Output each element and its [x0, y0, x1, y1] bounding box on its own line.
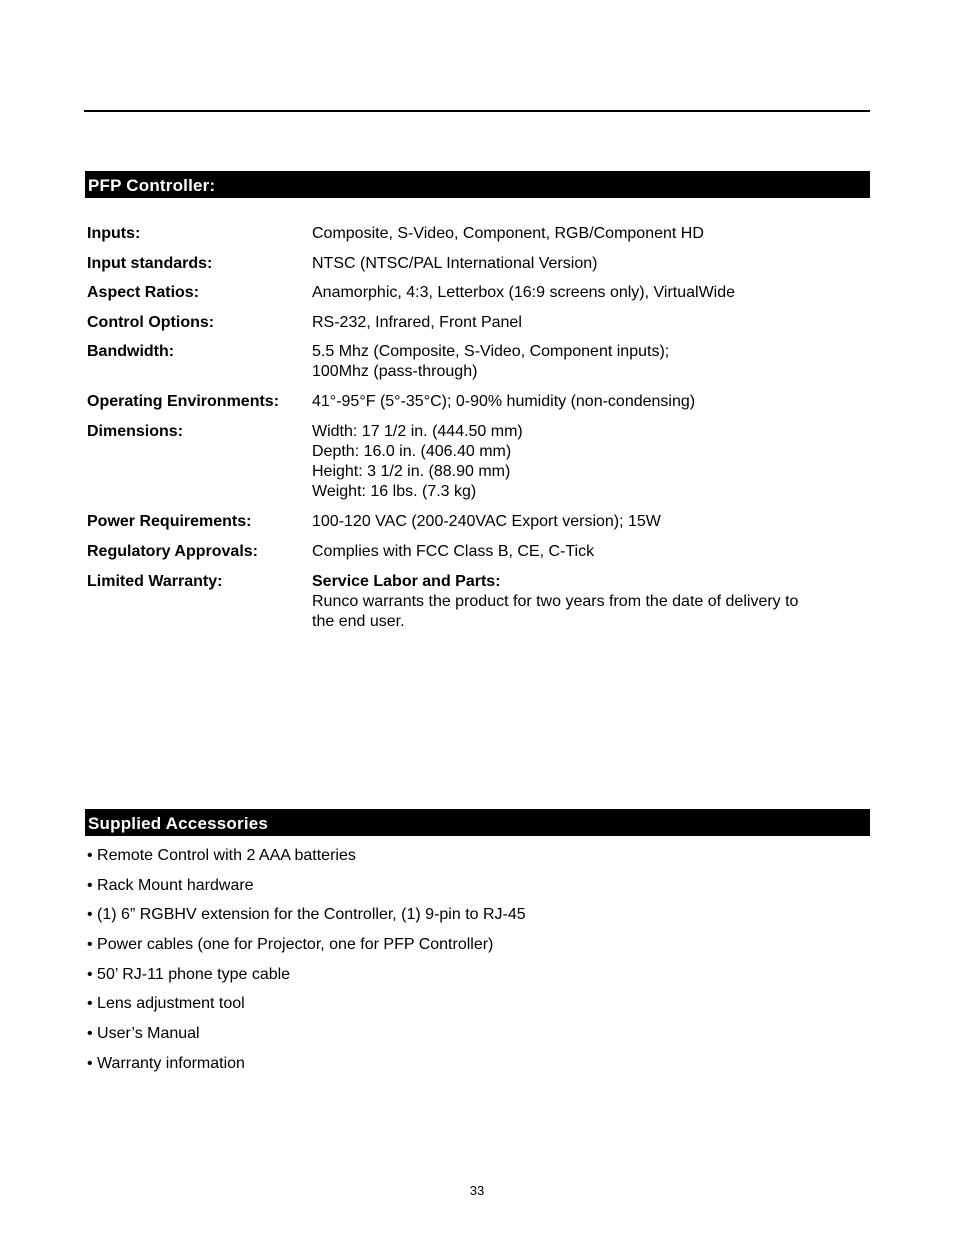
spec-value-line: Depth: 16.0 in. (406.40 mm)	[312, 443, 512, 460]
spec-value	[312, 572, 867, 632]
spec-row-regulatory-approvals	[87, 542, 867, 562]
spec-value-line: Width: 17 1/2 in. (444.50 mm)	[312, 423, 523, 440]
spec-value-line: NTSC (NTSC/PAL International Version)	[312, 254, 598, 272]
spec-row-control-options	[87, 313, 867, 333]
spec-label: Regulatory Approvals:	[87, 543, 258, 560]
spec-label: Inputs:	[87, 225, 141, 242]
spec-row-power-requirements	[87, 512, 867, 532]
spec-value-line: 41°-95°F (5°-35°C); 0-90% humidity (non-condensing)	[312, 393, 696, 410]
spec-value	[312, 512, 867, 532]
spec-value	[312, 422, 867, 502]
spec-value-line: Complies with FCC Class B, CE, C-Tick	[312, 543, 595, 560]
spec-row-bandwidth	[87, 342, 867, 382]
spec-value	[312, 392, 867, 412]
spec-row-operating-environments	[87, 392, 867, 412]
list-item: • Remote Control with 2 AAA batteries	[87, 847, 356, 864]
spec-label: Aspect Ratios:	[87, 284, 200, 301]
spec-value	[312, 224, 867, 244]
spec-label: Operating Environments:	[87, 393, 280, 410]
spec-label: Input standards:	[87, 254, 213, 272]
spec-label: Dimensions:	[87, 423, 184, 440]
pfp-controller-heading: PFP Controller:	[85, 171, 870, 198]
spec-value	[312, 342, 867, 382]
supplied-accessories-heading: Supplied Accessories	[85, 809, 870, 836]
spec-row-inputs	[87, 224, 867, 244]
spec-label: Bandwidth:	[87, 343, 175, 360]
spec-row-dimensions	[87, 422, 867, 502]
spec-value	[312, 254, 867, 274]
spec-label: Power Requirements:	[87, 513, 252, 530]
spec-value-line: the end user.	[312, 612, 405, 630]
list-item: • Lens adjustment tool	[87, 995, 245, 1013]
spec-row-limited-warranty	[87, 572, 867, 632]
list-item: • Warranty information	[87, 1054, 245, 1072]
spec-value-line: Anamorphic, 4:3, Letterbox (16:9 screens only), VirtualWide	[312, 284, 736, 301]
spec-value-line: 100Mhz (pass-through)	[312, 363, 478, 380]
spec-label: Control Options:	[87, 313, 215, 331]
spec-value	[312, 542, 867, 562]
spec-value	[312, 313, 867, 333]
spec-value-line: Weight: 16 lbs. (7.3 kg)	[312, 483, 477, 500]
list-item: • (1) 6” RGBHV extension for the Controller, (1) 9-pin to RJ-45	[87, 906, 526, 924]
spec-label: Limited Warranty:	[87, 572, 223, 590]
list-item: • Power cables (one for Projector, one for PFP Controller)	[87, 936, 494, 954]
top-rule	[84, 110, 870, 112]
spec-value-line: Composite, S-Video, Component, RGB/Component HD	[312, 225, 704, 242]
accessories-list	[87, 846, 867, 1084]
spec-value-line: Height: 3 1/2 in. (88.90 mm)	[312, 463, 511, 480]
spec-value-line: 5.5 Mhz (Composite, S-Video, Component inputs);	[312, 343, 670, 360]
spec-value	[312, 283, 867, 303]
spec-value-line: 100-120 VAC (200-240VAC Export version); 15W	[312, 513, 661, 530]
list-item: • User’s Manual	[87, 1025, 200, 1043]
spec-value-line: Runco warrants the product for two years from the date of delivery to	[312, 592, 799, 610]
spec-row-aspect-ratios	[87, 283, 867, 303]
list-item: • Rack Mount hardware	[87, 876, 254, 894]
warranty-subtitle: Service Labor and Parts:	[312, 572, 501, 590]
spec-table	[87, 224, 867, 632]
spec-row-input-standards	[87, 254, 867, 274]
page-number: 33	[469, 1183, 485, 1198]
list-item: • 50’ RJ-11 phone type cable	[87, 965, 291, 983]
spec-value-line: RS-232, Infrared, Front Panel	[312, 313, 522, 331]
